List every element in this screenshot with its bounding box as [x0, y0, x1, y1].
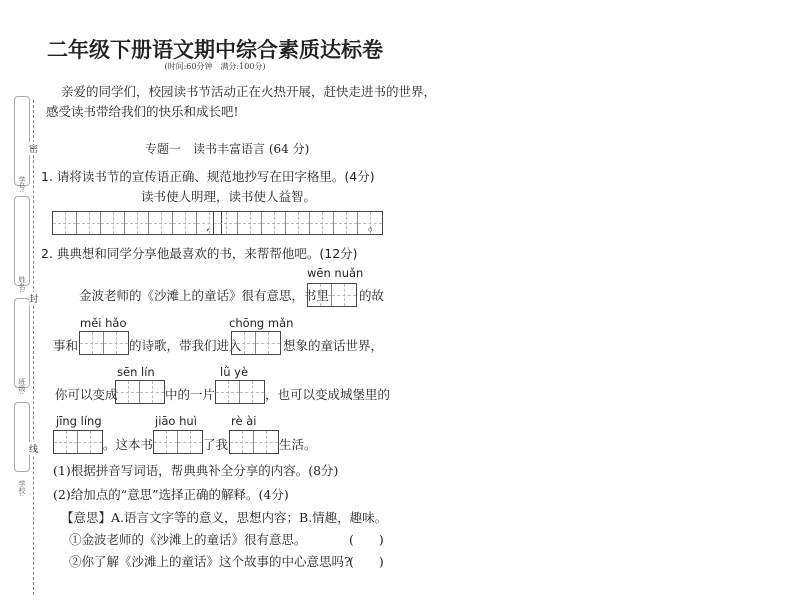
answer-grid[interactable]	[307, 283, 357, 307]
passage-text: 的诗歌，带我们进入	[129, 338, 242, 353]
definition-text: A.语言文字等的意义，思想内容；B.情趣，趣味。	[111, 510, 388, 525]
section-heading	[145, 140, 309, 157]
page-title: 二年级下册语文期中综合素质达标卷	[47, 38, 383, 62]
answer-grid[interactable]	[115, 380, 165, 404]
answer-paren[interactable]: ( )	[349, 532, 384, 547]
seal-mark: 线	[29, 442, 38, 455]
school-label: 学校:	[18, 480, 26, 497]
option-line: ①金波老师的《沙滩上的童话》很有意思。	[69, 532, 307, 547]
seal-mark: 密	[29, 142, 38, 155]
pinyin-label: lǜ yè	[220, 365, 249, 379]
pinyin-label: wēn nuǎn	[307, 266, 364, 280]
student-id-box[interactable]	[14, 96, 30, 186]
class-box[interactable]	[14, 298, 30, 388]
passage-text: 。这本书	[103, 437, 154, 452]
sub-question: (2)给加点的“意思”选择正确的解释。(4分)	[53, 487, 289, 502]
passage-text: 事和	[53, 338, 79, 353]
binding-line	[33, 100, 34, 595]
grid-comma: ,	[206, 218, 210, 233]
section-score: (64 分)	[268, 142, 310, 156]
section-title: 专题一 读书丰富语言	[145, 142, 266, 156]
question-1: 1. 请将读书节的宣传语正确、规范地抄写在田字格里。(4分)	[41, 169, 375, 184]
passage-text: 了我	[203, 437, 229, 452]
pinyin-label: sēn lín	[117, 365, 155, 379]
passage-text: 中的一片	[165, 387, 216, 402]
seal-mark: 封	[29, 292, 38, 305]
question-2: 2. 典典想和同学分享他最喜欢的书，来帮帮他吧。(12分)	[41, 246, 358, 261]
answer-grid[interactable]	[215, 380, 265, 404]
exam-info: (时间:60分钟 满分:100分)	[164, 62, 266, 71]
passage-text: 的故	[359, 288, 385, 303]
answer-grid[interactable]	[53, 430, 103, 454]
name-label: 姓名:	[18, 276, 26, 293]
answer-paren[interactable]: ( )	[349, 554, 384, 569]
pinyin-label: chōng mǎn	[229, 316, 294, 330]
answer-grid[interactable]	[79, 331, 129, 355]
intro-line: 亲爱的同学们，校园读书节活动正在火热开展，赶快走进书的世界，	[61, 84, 437, 99]
definition-label: 【意思】	[61, 510, 112, 525]
passage-text: 生活。	[279, 437, 317, 452]
sub-question: (1)根据拼音写词语，帮典典补全分享的内容。(8分)	[53, 463, 339, 478]
pinyin-label: měi hǎo	[80, 316, 127, 330]
option-line: ②你了解《沙滩上的童话》这个故事的中心意思吗?	[69, 554, 351, 569]
school-box[interactable]	[14, 402, 30, 472]
writing-grid[interactable]	[213, 211, 383, 235]
definition-box	[61, 510, 387, 526]
class-label: 班级:	[18, 378, 26, 395]
answer-grid[interactable]	[231, 331, 281, 355]
writing-grid[interactable]	[52, 211, 222, 235]
intro-line: 感受读书带给我们的快乐和成长吧!	[46, 104, 239, 119]
answer-grid[interactable]	[153, 430, 203, 454]
name-box[interactable]	[14, 196, 30, 286]
passage-text: 想象的童话世界，	[283, 338, 384, 353]
grid-period: 。	[368, 218, 381, 233]
answer-grid[interactable]	[229, 430, 279, 454]
pinyin-label: rè ài	[231, 414, 257, 428]
passage-text: 金波老师的《沙滩上的童话》很有意思，书里	[79, 288, 330, 303]
passage-text: 你可以变成	[55, 387, 118, 402]
student-id-label: 学号:	[18, 176, 26, 193]
pinyin-label: jiāo huì	[155, 414, 197, 428]
pinyin-label: jīng líng	[56, 414, 102, 428]
passage-text: ，也可以变成城堡里的	[265, 387, 391, 402]
slogan-text: 读书使人明理，读书使人益智。	[141, 189, 317, 204]
